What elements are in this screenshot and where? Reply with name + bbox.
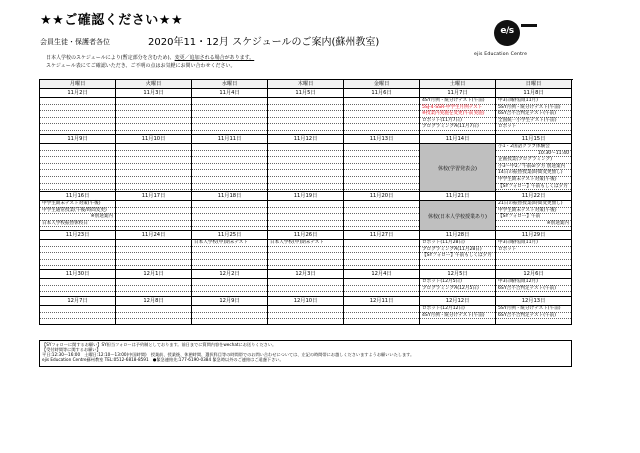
day-date: 11月6日 (344, 89, 419, 98)
empty-slot (344, 151, 419, 158)
empty-slot (496, 260, 571, 267)
empty-slot (116, 111, 191, 118)
empty-slot (40, 118, 115, 125)
empty-slot (40, 170, 115, 177)
schedule-event: 中学生期末テスト対策(午後) (496, 208, 571, 215)
calendar-week (40, 135, 573, 192)
empty-slot (268, 157, 343, 164)
day-date: 11月2日 (40, 89, 115, 98)
empty-slot (40, 111, 115, 118)
empty-slot (192, 164, 267, 171)
empty-slot (268, 151, 343, 158)
schedule-event: 全国統一小学生テスト(午前) (496, 118, 571, 125)
weekday-header: 金曜日 (344, 80, 420, 89)
day-date: 11月8日 (496, 89, 571, 98)
calendar-day (116, 135, 192, 192)
calendar-day (420, 270, 496, 297)
empty-slot (116, 201, 191, 208)
day-date: 11月19日 (268, 192, 343, 201)
empty-slot (344, 279, 419, 286)
calendar-day (116, 89, 192, 135)
calendar-day (192, 270, 268, 297)
empty-slot (344, 157, 419, 164)
calendar-day (496, 89, 572, 135)
empty-slot (116, 260, 191, 267)
day-date: 11月26日 (268, 231, 343, 240)
schedule-event: 小3〜中2／午前or夕方 別途案内 (496, 164, 571, 171)
schedule-event: 21日の振替授業(時間変更無し) (496, 201, 571, 208)
schedule-event: 5SY月例・統分けテスト(午前) (496, 105, 571, 112)
empty-slot (40, 144, 115, 151)
empty-slot (116, 208, 191, 215)
empty-slot (192, 260, 267, 267)
empty-slot (116, 105, 191, 112)
weekday-header: 火曜日 (116, 80, 192, 89)
empty-slot (192, 221, 267, 228)
empty-slot (344, 306, 419, 313)
note-line-1 (46, 55, 254, 61)
schedule-event: 14日の振替授業(時間変更無し) (496, 170, 571, 177)
day-date: 12月9日 (192, 297, 267, 306)
day-date: 12月11日 (344, 297, 419, 306)
empty-slot (268, 144, 343, 151)
day-date: 11月20日 (344, 192, 419, 201)
closed-notice: 休校(学習発表会) (438, 166, 477, 172)
footer-line: 【受付時間等に関するお願い】 (42, 347, 101, 352)
empty-slot (268, 98, 343, 105)
empty-slot (40, 157, 115, 164)
empty-slot (116, 214, 191, 221)
schedule-event: 6SY合不合判定テスト(午前) (496, 313, 571, 320)
empty-slot (344, 164, 419, 171)
empty-slot (420, 260, 495, 267)
empty-slot (116, 247, 191, 254)
empty-slot (268, 253, 343, 260)
schedule-event: 日本人学校振替休校日 (40, 221, 115, 228)
calendar-day (344, 89, 420, 135)
empty-slot (344, 177, 419, 184)
empty-slot (192, 151, 267, 158)
empty-slot (192, 184, 267, 191)
empty-slot (116, 313, 191, 320)
schedule-event: ※授業内実施を変更(午前実施) (420, 111, 495, 118)
schedule-event: 【SYフォロー】午前もしくは夕方 (496, 184, 571, 191)
calendar-day (268, 231, 344, 270)
day-date: 11月24日 (116, 231, 191, 240)
calendar-day (344, 297, 420, 325)
calendar-day (420, 135, 496, 192)
day-date: 12月10日 (268, 297, 343, 306)
empty-slot (40, 247, 115, 254)
recipients-label: 会員生徒・保護者各位 (40, 38, 110, 46)
empty-slot (344, 184, 419, 191)
weekday-header: 月曜日 (40, 80, 116, 89)
empty-slot (192, 208, 267, 215)
day-date: 12月5日 (420, 270, 495, 279)
day-date: 11月13日 (344, 135, 419, 144)
schedule-event: 中学生通常授業(午後/時間変更) (40, 208, 115, 215)
weekday-header: 土曜日 (420, 80, 496, 89)
calendar-day (496, 192, 572, 231)
calendar-day (420, 89, 496, 135)
day-date: 12月1日 (116, 270, 191, 279)
empty-slot (344, 118, 419, 125)
empty-slot (344, 240, 419, 247)
empty-slot (192, 118, 267, 125)
calendar-day (192, 231, 268, 270)
footer-line: 【SYフォローに関するお願い】SY担当フォローは予約制としております。前日までに質問内容をwechatにお送りください。 (42, 342, 277, 347)
empty-slot (268, 286, 343, 293)
empty-slot (116, 98, 191, 105)
weekday-header-row (40, 80, 573, 89)
calendar-day (420, 231, 496, 270)
note-line-2: スケジュール表にてご確認いただき、ご不明の点はお気軽にお問い合わせください。 (46, 63, 236, 69)
calendar-day (420, 192, 496, 231)
day-date: 11月15日 (496, 135, 571, 144)
empty-slot (268, 177, 343, 184)
empty-slot (116, 164, 191, 171)
calendar-day (192, 192, 268, 231)
schedule-event: 【SYフォロー】午前 (496, 214, 571, 221)
calendar-day (40, 135, 116, 192)
empty-slot (116, 170, 191, 177)
schedule-event: 中学生期末テスト対策(午後) (496, 177, 571, 184)
day-date: 12月6日 (496, 270, 571, 279)
empty-slot (40, 260, 115, 267)
calendar-day (40, 297, 116, 325)
schedule-event: 【SYフォロー】午前もしくは夕方 (420, 253, 495, 260)
empty-slot (192, 111, 267, 118)
empty-slot (268, 306, 343, 313)
calendar-day (268, 270, 344, 297)
empty-slot (344, 214, 419, 221)
empty-slot (268, 313, 343, 320)
schedule-event: 小1・2国語クラブ体験会 (496, 144, 571, 151)
empty-slot (344, 170, 419, 177)
schedule-event: ※別途案内 (496, 221, 571, 228)
empty-slot (268, 260, 343, 267)
empty-slot (40, 240, 115, 247)
day-date: 12月8日 (116, 297, 191, 306)
day-date: 11月14日 (420, 135, 495, 144)
schedule-event: 日本人学校(中)期末テスト (268, 240, 343, 247)
empty-slot (192, 157, 267, 164)
schedule-event: 4SY月例・統分けテスト(午前) (420, 313, 495, 320)
empty-slot (116, 184, 191, 191)
empty-slot (40, 105, 115, 112)
empty-slot (192, 253, 267, 260)
schedule-event: 企画授業(プログラミング) (496, 157, 571, 164)
empty-slot (344, 144, 419, 151)
day-date: 11月25日 (192, 231, 267, 240)
logo-mark-text: e/s (500, 26, 514, 36)
day-date: 11月27日 (344, 231, 419, 240)
weekday-header: 日曜日 (496, 80, 572, 89)
schedule-event: ロボット(11月7日) (420, 118, 495, 125)
empty-slot (192, 105, 267, 112)
schedule-event: プログラミングA(11月7日) (420, 124, 495, 131)
schedule-event: 5SJ-4-SSR-中学生月例テスト (420, 105, 495, 112)
empty-slot (344, 221, 419, 228)
day-date: 11月30日 (40, 270, 115, 279)
empty-slot (268, 164, 343, 171)
weekday-header: 木曜日 (268, 80, 344, 89)
empty-slot (344, 253, 419, 260)
footer-line: 平日:12:30〜16:00 土曜日:12:10〜13:00(中国時間) 授業前、授業後、休憩時間、選択科目等の時間帯でのお問い合わせについては、左記の時間帯にお越しくださいますようお願いいたします。 (42, 352, 415, 357)
empty-slot (40, 164, 115, 171)
day-date: 11月9日 (40, 135, 115, 144)
day-date: 12月12日 (420, 297, 495, 306)
calendar-day (496, 297, 572, 325)
calendar-day (268, 297, 344, 325)
day-date: 11月7日 (420, 89, 495, 98)
day-date: 11月18日 (192, 192, 267, 201)
calendar-day (344, 231, 420, 270)
calendar-day (496, 135, 572, 192)
day-date: 12月3日 (268, 270, 343, 279)
document-title: 2020年11・12月 スケジュールのご案内(蘇州教室) (148, 37, 380, 48)
empty-slot (116, 279, 191, 286)
empty-slot (40, 253, 115, 260)
empty-slot (268, 221, 343, 228)
schedule-event: 中3日曜特訓(11月) (496, 98, 571, 105)
empty-slot (40, 98, 115, 105)
ejis-logo (474, 20, 584, 62)
schedule-event: プログラミングA(12月5日) (420, 286, 495, 293)
empty-slot (192, 170, 267, 177)
calendar-week (40, 192, 573, 231)
schedule-event: 中3日曜特訓(12月) (496, 279, 571, 286)
day-date: 11月5日 (268, 89, 343, 98)
schedule-calendar (39, 79, 573, 325)
day-date: 11月4日 (192, 89, 267, 98)
calendar-day (40, 192, 116, 231)
empty-slot (40, 124, 115, 131)
empty-slot (40, 151, 115, 158)
empty-slot (116, 253, 191, 260)
empty-slot (268, 247, 343, 254)
day-date: 12月13日 (496, 297, 571, 306)
empty-slot (116, 240, 191, 247)
empty-slot (344, 260, 419, 267)
schedule-event: 日本人学校(中)期末テスト (192, 240, 267, 247)
empty-slot (268, 279, 343, 286)
calendar-day (496, 270, 572, 297)
empty-slot (268, 118, 343, 125)
weekday-header: 水曜日 (192, 80, 268, 89)
schedule-event: 10:30〜11:40 (496, 151, 571, 158)
page-heading: ★★ご確認ください★★ (40, 13, 184, 28)
calendar-day (116, 297, 192, 325)
calendar-week (40, 231, 573, 270)
day-date: 11月16日 (40, 192, 115, 201)
empty-slot (496, 253, 571, 260)
day-date: 11月21日 (420, 192, 495, 201)
schedule-event: 6SY合不合判定テスト(午前) (496, 286, 571, 293)
empty-slot (116, 118, 191, 125)
empty-slot (40, 279, 115, 286)
empty-slot (344, 105, 419, 112)
empty-slot (344, 111, 419, 118)
empty-slot (192, 286, 267, 293)
calendar-week (40, 89, 573, 135)
note-underlined-text: 変更／追加される場合があります。 (174, 55, 255, 61)
schedule-event: 4SY月例・統分けテスト(午前) (420, 98, 495, 105)
day-date: 12月2日 (192, 270, 267, 279)
empty-slot (344, 201, 419, 208)
calendar-day (40, 231, 116, 270)
schedule-event: ロボット (496, 247, 571, 254)
empty-slot (192, 144, 267, 151)
calendar-day (116, 270, 192, 297)
day-date: 11月29日 (496, 231, 571, 240)
day-date: 11月3日 (116, 89, 191, 98)
calendar-day (268, 135, 344, 192)
calendar-day (496, 231, 572, 270)
empty-slot (192, 306, 267, 313)
day-date: 11月23日 (40, 231, 115, 240)
calendar-week (40, 270, 573, 297)
day-date: 11月11日 (192, 135, 267, 144)
schedule-event: ロボット(12月5日) (420, 279, 495, 286)
calendar-week (40, 297, 573, 325)
empty-slot (268, 184, 343, 191)
empty-slot (192, 201, 267, 208)
empty-slot (192, 98, 267, 105)
day-date: 12月7日 (40, 297, 115, 306)
empty-slot (116, 306, 191, 313)
logo-bar-icon (521, 24, 537, 27)
schedule-event: 中3日曜特訓(11月) (496, 240, 571, 247)
calendar-day (40, 270, 116, 297)
schedule-event: 中学生期末テスト対策(午後) (40, 201, 115, 208)
closed-notice: 休校(日本人学校授業あり) (428, 214, 487, 220)
empty-slot (116, 286, 191, 293)
empty-slot (344, 247, 419, 254)
empty-slot (116, 221, 191, 228)
day-date: 11月12日 (268, 135, 343, 144)
empty-slot (268, 124, 343, 131)
schedule-event: ロボット (496, 124, 571, 131)
empty-slot (40, 313, 115, 320)
empty-slot (40, 184, 115, 191)
day-date: 11月22日 (496, 192, 571, 201)
empty-slot (40, 306, 115, 313)
empty-slot (268, 111, 343, 118)
calendar-day (40, 89, 116, 135)
calendar-day (116, 192, 192, 231)
empty-slot (116, 177, 191, 184)
empty-slot (344, 124, 419, 131)
calendar-day (344, 192, 420, 231)
empty-slot (344, 208, 419, 215)
schedule-event: ※別途案内 (40, 214, 115, 221)
empty-slot (268, 214, 343, 221)
footer-line: ejis Education Centre蘇州教室 TEL:0512-6818-8591 ●緊急連絡先:177-6190-0384 緊急時以外のご連絡はご遠慮下さい。 (42, 357, 284, 362)
empty-slot (116, 124, 191, 131)
empty-slot (116, 157, 191, 164)
day-date: 12月4日 (344, 270, 419, 279)
empty-slot (192, 247, 267, 254)
schedule-event: プログラミングA(11月28日) (420, 247, 495, 254)
schedule-event: ロボット(11月28日) (420, 240, 495, 247)
empty-slot (344, 313, 419, 320)
note-text: 日本人学校のスケジュールにより(暫定部分を含むため)、 (46, 55, 175, 61)
calendar-day (268, 192, 344, 231)
schedule-event: 6SY合不合判定テスト(午前) (496, 111, 571, 118)
empty-slot (344, 98, 419, 105)
empty-slot (192, 313, 267, 320)
calendar-day (420, 297, 496, 325)
empty-slot (268, 170, 343, 177)
schedule-event: ロボット(12月12日) (420, 306, 495, 313)
calendar-day (344, 135, 420, 192)
calendar-day (268, 89, 344, 135)
empty-slot (40, 286, 115, 293)
empty-slot (192, 124, 267, 131)
empty-slot (192, 177, 267, 184)
empty-slot (192, 279, 267, 286)
empty-slot (268, 208, 343, 215)
empty-slot (192, 214, 267, 221)
calendar-day (344, 270, 420, 297)
empty-slot (268, 105, 343, 112)
day-date: 11月10日 (116, 135, 191, 144)
day-date: 11月17日 (116, 192, 191, 201)
empty-slot (116, 144, 191, 151)
calendar-day (192, 297, 268, 325)
footer-notice (39, 340, 572, 367)
calendar-day (192, 135, 268, 192)
day-date: 11月28日 (420, 231, 495, 240)
logo-subtitle: ejis Education Centre (474, 52, 528, 57)
schedule-event: 5SY月例・統分けテスト(午前) (496, 306, 571, 313)
calendar-day (192, 89, 268, 135)
empty-slot (268, 201, 343, 208)
empty-slot (344, 286, 419, 293)
empty-slot (40, 177, 115, 184)
empty-slot (116, 151, 191, 158)
calendar-day (116, 231, 192, 270)
